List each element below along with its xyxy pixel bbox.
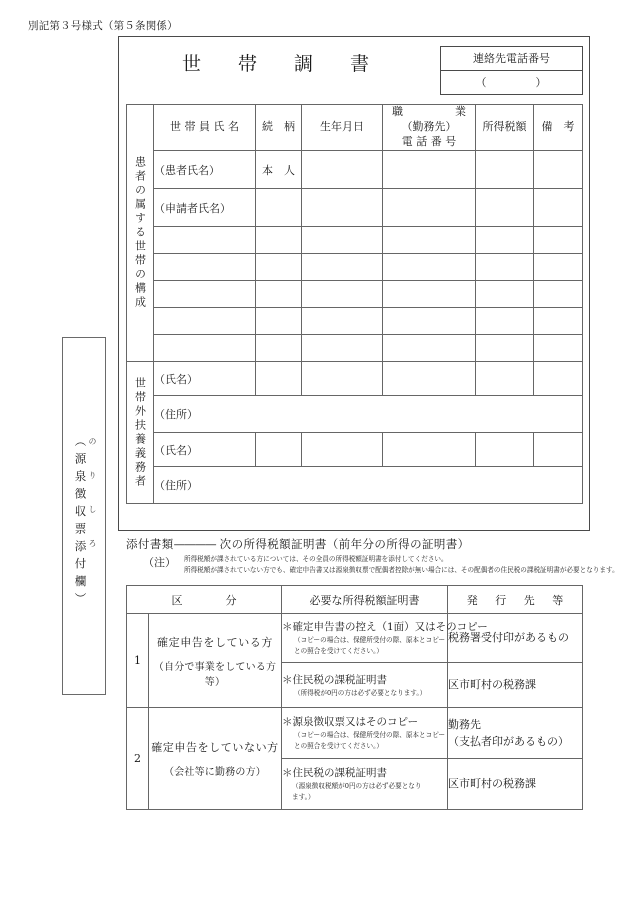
dependent-section-label: 世帯外扶養義務者 xyxy=(133,376,147,489)
member-remarks-cell[interactable] xyxy=(534,335,583,362)
cert-issuer-main: 区市町村の税務課 xyxy=(448,678,536,692)
member-name-cell[interactable] xyxy=(154,335,256,362)
member-birthdate-cell[interactable] xyxy=(302,227,383,254)
member-name-cell[interactable] xyxy=(154,308,256,335)
table-row xyxy=(127,254,583,281)
contact-phone-label: 連絡先電話番号 xyxy=(441,47,582,71)
member-name-cell[interactable]: （申請者氏名） xyxy=(154,189,256,227)
member-birthdate-cell[interactable] xyxy=(302,189,383,227)
dependent-name-cell[interactable]: （氏名） xyxy=(154,433,256,467)
dependent-remarks-cell[interactable] xyxy=(534,362,583,396)
member-remarks-cell[interactable] xyxy=(534,227,583,254)
attachment-note-block xyxy=(126,554,619,575)
dependent-section-label-cell xyxy=(127,362,154,504)
header-birthdate: 生年月日 xyxy=(302,105,383,151)
cert-header-kubun: 区 分 xyxy=(127,586,282,614)
header-member-name: 世 帯 員 氏 名 xyxy=(154,105,256,151)
withholding-slip-attach-label: （源泉徴収票添付欄） xyxy=(73,435,88,610)
dependent-address-cell[interactable]: （住所） xyxy=(154,396,583,433)
dependent-income-tax-cell[interactable] xyxy=(476,433,534,467)
member-name-cell[interactable] xyxy=(154,227,256,254)
cert-document-cell xyxy=(282,614,488,663)
note-line-2: 所得税額が課されていない方でも、確定申告書又は源泉徴収票で配偶者控除が無い場合には、その配偶者の住民税の課税証明書が必要となります。 xyxy=(184,565,619,574)
contact-phone-box xyxy=(440,46,583,95)
member-income-tax-cell[interactable] xyxy=(476,254,534,281)
cert-document-sub: （コピーの場合は、保健所受付の際、原本とコピーとの照合を受けてください。） xyxy=(294,731,446,750)
dependent-remarks-cell[interactable] xyxy=(534,433,583,467)
table-row xyxy=(127,614,583,663)
dependent-name-row xyxy=(127,362,583,396)
member-income-tax-cell[interactable] xyxy=(476,308,534,335)
cert-issuer-main: 勤務先 xyxy=(448,717,481,731)
member-income-tax-cell[interactable] xyxy=(476,335,534,362)
dependent-birthdate-cell[interactable] xyxy=(302,362,383,396)
form-number: 別記第３号様式（第５条関係） xyxy=(28,20,178,32)
attachment-notes-heading xyxy=(126,536,582,552)
member-name-cell[interactable] xyxy=(154,281,256,308)
member-relation-cell[interactable] xyxy=(256,254,302,281)
member-relation-cell[interactable]: 本 人 xyxy=(256,151,302,189)
member-occupation-cell[interactable] xyxy=(383,281,476,308)
cert-kubun-cell xyxy=(149,614,282,708)
member-remarks-cell[interactable] xyxy=(534,308,583,335)
member-remarks-cell[interactable] xyxy=(534,254,583,281)
cert-document-main: ＊確定申告書の控え（1面）又はそのコピー xyxy=(282,621,488,634)
cert-kubun-cell xyxy=(149,708,282,810)
dependent-address-row xyxy=(127,396,583,433)
table-row xyxy=(127,281,583,308)
cert-document-cell xyxy=(282,759,448,810)
dependent-name-cell[interactable]: （氏名） xyxy=(154,362,256,396)
member-income-tax-cell[interactable] xyxy=(476,189,534,227)
household-header-row xyxy=(127,105,583,151)
cert-document-main: ＊源泉徴収票又はそのコピー xyxy=(282,716,419,729)
cert-kubun-main: 確定申告をしている方 xyxy=(157,635,273,649)
cert-document-cell xyxy=(282,708,448,759)
table-row xyxy=(127,308,583,335)
cert-document-cell xyxy=(282,663,448,708)
cert-document-sub: （コピーの場合は、保健所受付の際、原本とコピーとの照合を受けてください。） xyxy=(294,636,446,655)
member-birthdate-cell[interactable] xyxy=(302,308,383,335)
cert-header-issuer: 発 行 先 等 xyxy=(448,586,583,614)
cert-document-main: ＊住民税の課税証明書 xyxy=(282,767,387,780)
member-remarks-cell[interactable] xyxy=(534,151,583,189)
cert-kubun-sub: （会社等に勤務の方） xyxy=(164,767,266,778)
dependent-address-row xyxy=(127,467,583,504)
note-line-1: 所得税額が課されている方については、その全員の所得税額証明書を添付してください。 xyxy=(184,555,448,563)
cert-issuer-sub: （支払者印があるもの） xyxy=(448,735,569,748)
dependent-occupation-cell[interactable] xyxy=(383,433,476,467)
header-income-tax: 所得税額 xyxy=(476,105,534,151)
member-relation-cell[interactable] xyxy=(256,308,302,335)
member-occupation-cell[interactable] xyxy=(383,151,476,189)
note-chu-label: （注） xyxy=(143,556,176,569)
table-row xyxy=(127,227,583,254)
attachment-heading-text: 次の所得税額証明書（前年分の所得の証明書） xyxy=(219,537,470,551)
cert-issuer-cell xyxy=(448,708,583,759)
member-occupation-cell[interactable] xyxy=(383,254,476,281)
member-occupation-cell[interactable] xyxy=(383,189,476,227)
household-table xyxy=(126,104,583,504)
member-remarks-cell[interactable] xyxy=(534,281,583,308)
note-body xyxy=(184,554,619,575)
header-relation: 続 柄 xyxy=(256,105,302,151)
cert-document-main: ＊住民税の課税証明書 xyxy=(282,673,387,686)
household-section-label-cell xyxy=(127,105,154,362)
certificate-header-row xyxy=(127,586,583,614)
contact-phone-input[interactable]: （ ） xyxy=(475,76,548,89)
member-name-cell[interactable]: （患者氏名） xyxy=(154,151,256,189)
member-relation-cell[interactable] xyxy=(256,227,302,254)
member-occupation-cell[interactable] xyxy=(383,335,476,362)
household-section-label: 患者の属する世帯の構成 xyxy=(133,156,147,310)
table-row xyxy=(127,151,583,189)
cert-issuer-main: 税務署受付印があるもの xyxy=(448,631,569,645)
dependent-birthdate-cell[interactable] xyxy=(302,433,383,467)
cert-row-number: 2 xyxy=(127,708,149,810)
cert-issuer-main: 区市町村の税務課 xyxy=(448,777,536,791)
header-remarks: 備 考 xyxy=(534,105,583,151)
glue-margin-label: のりしろ xyxy=(88,437,97,573)
cert-issuer-cell xyxy=(448,759,583,810)
member-income-tax-cell[interactable] xyxy=(476,151,534,189)
dependent-name-row xyxy=(127,433,583,467)
member-birthdate-cell[interactable] xyxy=(302,151,383,189)
cert-header-document: 必要な所得税額証明書 xyxy=(282,586,448,614)
dependent-income-tax-cell[interactable] xyxy=(476,362,534,396)
member-remarks-cell[interactable] xyxy=(534,189,583,227)
table-row xyxy=(127,708,583,759)
cert-document-sub: （所得税が0円の方は必ず必要となります。） xyxy=(294,688,427,697)
page-title: 世 帯 調 書 xyxy=(181,53,378,75)
attachment-label: 添付書類 xyxy=(126,537,174,551)
member-birthdate-cell[interactable] xyxy=(302,254,383,281)
dependent-relation-cell[interactable] xyxy=(256,362,302,396)
member-occupation-cell[interactable] xyxy=(383,227,476,254)
dependent-relation-cell[interactable] xyxy=(256,433,302,467)
table-row xyxy=(127,189,583,227)
heading-dash: ———— xyxy=(173,537,216,551)
dependent-occupation-cell[interactable] xyxy=(383,362,476,396)
member-birthdate-cell[interactable] xyxy=(302,335,383,362)
dependent-address-cell[interactable]: （住所） xyxy=(154,467,583,504)
cert-issuer-cell xyxy=(448,663,583,708)
member-birthdate-cell[interactable] xyxy=(302,281,383,308)
member-relation-cell[interactable] xyxy=(256,189,302,227)
cert-kubun-main: 確定申告をしていない方 xyxy=(151,741,279,754)
header-occupation: 職 業 （勤務先） 電 話 番 号 xyxy=(383,105,476,151)
member-relation-cell[interactable] xyxy=(256,281,302,308)
cert-row-number: 1 xyxy=(127,614,149,708)
certificate-table xyxy=(126,585,583,810)
member-relation-cell[interactable] xyxy=(256,335,302,362)
table-row xyxy=(127,335,583,362)
member-income-tax-cell[interactable] xyxy=(476,281,534,308)
attachment-notes xyxy=(126,536,619,575)
member-name-cell[interactable] xyxy=(154,254,256,281)
member-occupation-cell[interactable] xyxy=(383,308,476,335)
member-income-tax-cell[interactable] xyxy=(476,227,534,254)
cert-kubun-sub: （自分で事業をしている方等） xyxy=(153,661,277,688)
cert-document-sub: （源泉徴収税額が0円の方は必ず必要となります。） xyxy=(292,782,422,801)
